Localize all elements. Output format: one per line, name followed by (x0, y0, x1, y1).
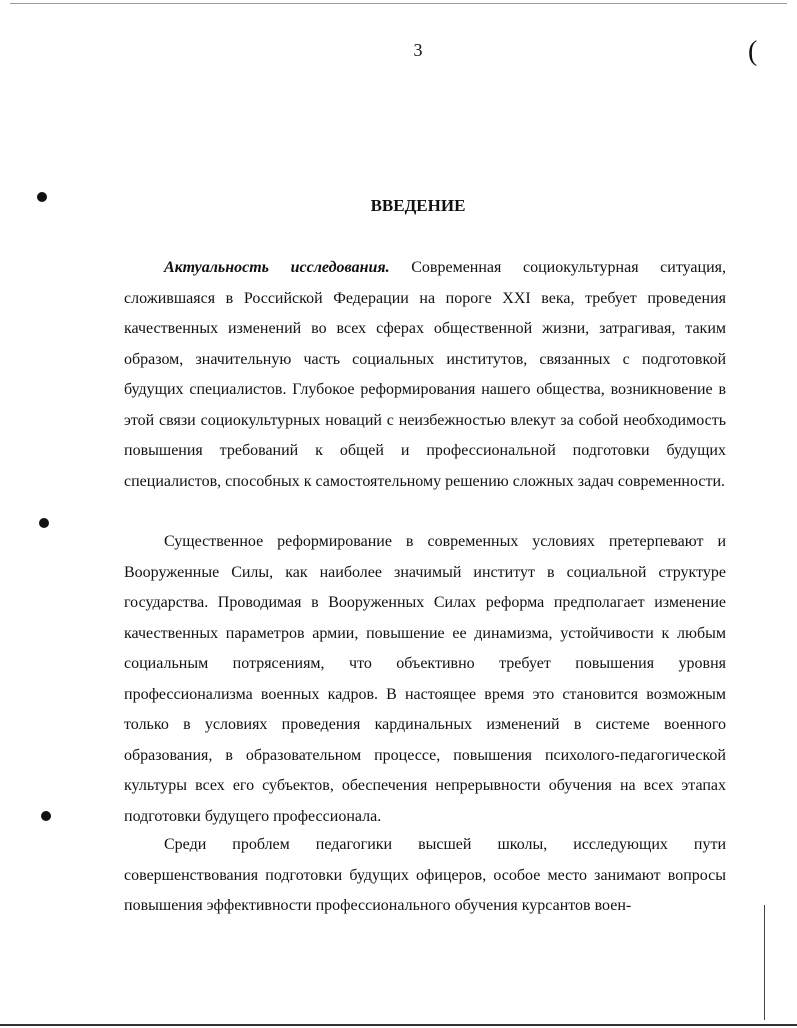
scan-corner-bracket-mark: ( (748, 36, 758, 67)
paragraph-pedagogy-problems (124, 830, 726, 922)
scan-right-edge-line (764, 905, 765, 1020)
page-number: 3 (413, 40, 423, 60)
paragraph-text: Современная социокультурная ситуация, сложившаяся в Российской Федерации на пороге XXI века, требует проведения качественных изменений во всех сферах общественной жизни, затрагивая, таким образом, значительную часть социальных институтов, связанных с подготовкой будущих специалистов. Глубокое реформирования нашего общества, возникновение в этой связи социокультурных новаций с неизбежностью влекут за собой необходимость повышения требований к общей и профессиональной подготовки будущих специалистов, способных к самостоятельному решению сложных задач современности. (124, 259, 726, 490)
paragraph-text: Существенное реформирование в современных условиях претерпевают и Вооруженные Силы, как наиболее значимый институт в социальной структуре государства. Проводимая в Вооруженных Силах реформа предполагает изменение качественных параметров армии, повышение ее динамизма, устойчивости к любым социальным потрясениям, что объективно требует повышения уровня профессионализма военных кадров. В настоящее время это становится возможным только в условиях проведения кардинальных изменений в системе военного образования, в образовательном процессе, повышения психолого-педагогической культуры всех его субъектов, обеспечения непрерывности обучения на всех этапах подготовки будущего профессионала. (124, 533, 726, 825)
section-heading: ВВЕДЕНИЕ (370, 196, 466, 215)
scan-top-edge-line (10, 3, 787, 4)
punch-hole-mark (41, 811, 51, 821)
paragraph-armed-forces (124, 527, 726, 832)
scan-bottom-edge-line (0, 1024, 797, 1026)
paragraph-relevance (124, 253, 726, 497)
punch-hole-mark (39, 518, 49, 528)
paragraph-text: Среди проблем педагогики высшей школы, исследующих пути совершенствования подготовки будущих офицеров, особое место занимают вопросы повышения эффективности профессионального обучения курсантов воен- (124, 836, 726, 914)
paragraph-lead-term: Актуальность исследования. (164, 259, 390, 276)
